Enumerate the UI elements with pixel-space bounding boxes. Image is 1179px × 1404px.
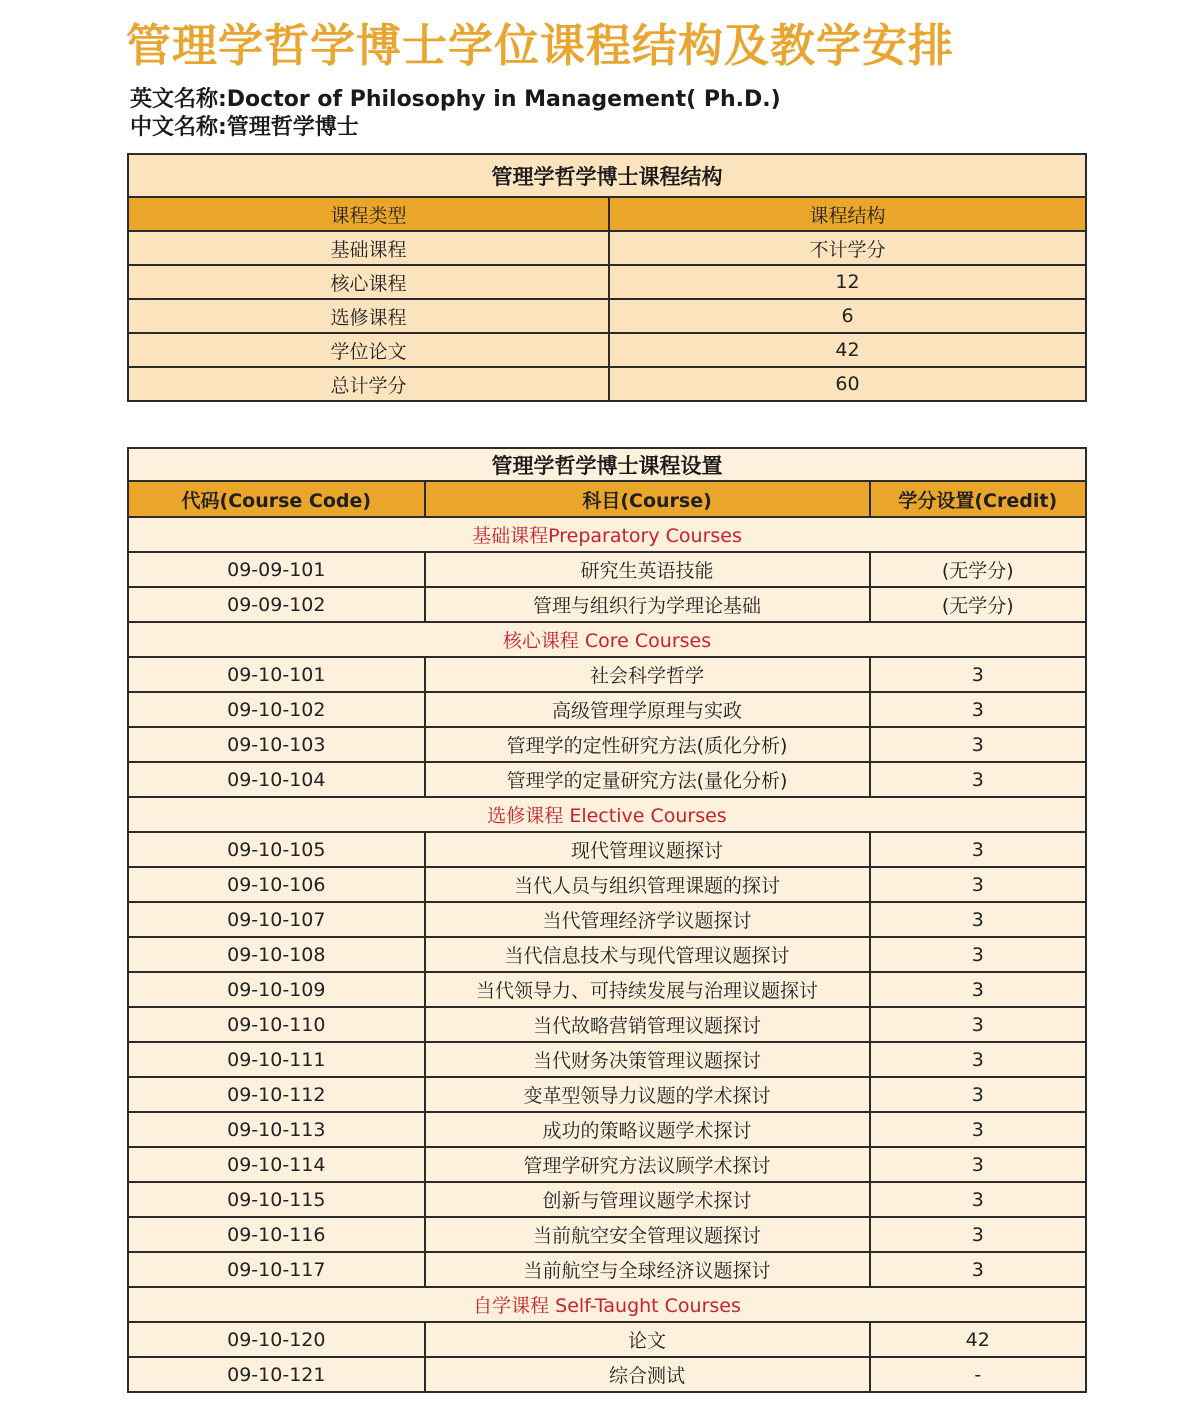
course-code-cell: 09-10-102 (128, 692, 425, 727)
course-name-cell: 高级管理学原理与实政 (425, 692, 870, 727)
course-name-cell: 综合测试 (425, 1357, 870, 1392)
course-name-cell: 当代领导力、可持续发展与治理议题探讨 (425, 972, 870, 1007)
course-structure-cell: 12 (609, 265, 1086, 299)
course-type-cell: 总计学分 (128, 367, 609, 401)
course-code-cell: 09-10-101 (128, 657, 425, 692)
table-row (128, 299, 1086, 333)
course-name-cell: 当前航空与全球经济议题探讨 (425, 1252, 870, 1287)
course-credit-cell: 3 (870, 972, 1086, 1007)
table-row (128, 937, 1086, 972)
course-credit-cell: (无学分) (870, 587, 1086, 622)
table-row (128, 832, 1086, 867)
course-name-cell: 研究生英语技能 (425, 552, 870, 587)
course-credit-cell: 3 (870, 1077, 1086, 1112)
section-title: 基础课程Preparatory Courses (128, 517, 1086, 552)
table-row (128, 1217, 1086, 1252)
course-name-cell: 变革型领导力议题的学术探讨 (425, 1077, 870, 1112)
course-name-cell: 管理学的定性研究方法(质化分析) (425, 727, 870, 762)
course-name-cell: 当代管理经济学议题探讨 (425, 902, 870, 937)
course-name-cell: 创新与管理议题学术探讨 (425, 1182, 870, 1217)
chinese-name: 中文名称:管理哲学博士 (130, 115, 359, 140)
course-name-cell: 当代信息技术与现代管理议题探讨 (425, 937, 870, 972)
course-type-cell: 学位论文 (128, 333, 609, 367)
course-credit-cell: 3 (870, 1147, 1086, 1182)
table-row (128, 727, 1086, 762)
course-table-caption: 管理学哲学博士课程设置 (128, 448, 1086, 481)
table-row (128, 657, 1086, 692)
course-type-cell: 选修课程 (128, 299, 609, 333)
course-credit-cell: 3 (870, 692, 1086, 727)
english-name: 英文名称:Doctor of Philosophy in Management( Ph.D.) (130, 87, 781, 112)
section-row (128, 1287, 1086, 1322)
course-structure-cell: 60 (609, 367, 1086, 401)
section-title: 选修课程 Elective Courses (128, 797, 1086, 832)
table-row (128, 762, 1086, 797)
course-code-cell: 09-10-104 (128, 762, 425, 797)
table-row (128, 1007, 1086, 1042)
course-name-cell: 当前航空安全管理议题探讨 (425, 1217, 870, 1252)
course-code-cell: 09-10-111 (128, 1042, 425, 1077)
course-code-cell: 09-10-109 (128, 972, 425, 1007)
course-code-cell: 09-10-120 (128, 1322, 425, 1357)
course-code-cell: 09-10-114 (128, 1147, 425, 1182)
table-row (128, 1112, 1086, 1147)
course-code-cell: 09-10-115 (128, 1182, 425, 1217)
table-row (128, 1077, 1086, 1112)
course-name-cell: 管理学的定量研究方法(量化分析) (425, 762, 870, 797)
course-credit-cell: 3 (870, 937, 1086, 972)
course-code-cell: 09-09-101 (128, 552, 425, 587)
course-credit-cell: 3 (870, 867, 1086, 902)
table-row (128, 1182, 1086, 1217)
course-name-cell: 当代人员与组织管理课题的探讨 (425, 867, 870, 902)
course-settings-table (127, 447, 1087, 1393)
course-name-cell: 社会科学哲学 (425, 657, 870, 692)
course-name-cell: 管理与组织行为学理论基础 (425, 587, 870, 622)
course-code-cell: 09-10-103 (128, 727, 425, 762)
course-credit-cell: 3 (870, 1217, 1086, 1252)
course-structure-table (127, 153, 1087, 402)
header-credit: 学分设置(Credit) (870, 481, 1086, 517)
course-code-cell: 09-10-106 (128, 867, 425, 902)
section-title: 核心课程 Core Courses (128, 622, 1086, 657)
course-code-cell: 09-10-117 (128, 1252, 425, 1287)
course-credit-cell: - (870, 1357, 1086, 1392)
course-name-cell: 现代管理议题探讨 (425, 832, 870, 867)
table-row (128, 1252, 1086, 1287)
course-type-cell: 基础课程 (128, 231, 609, 265)
course-credit-cell: 3 (870, 1252, 1086, 1287)
course-credit-cell: 3 (870, 1042, 1086, 1077)
section-row (128, 517, 1086, 552)
table-row (128, 1357, 1086, 1392)
structure-table-caption: 管理学哲学博士课程结构 (128, 154, 1086, 197)
table-row (128, 1147, 1086, 1182)
table-row (128, 265, 1086, 299)
page-title: 管理学哲学博士学位课程结构及教学安排 (126, 19, 955, 72)
table-row (128, 367, 1086, 401)
course-code-cell: 09-10-108 (128, 937, 425, 972)
course-code-cell: 09-10-107 (128, 902, 425, 937)
course-credit-cell: 3 (870, 1182, 1086, 1217)
course-name-cell: 当代故略营销管理议题探讨 (425, 1007, 870, 1042)
course-code-cell: 09-10-116 (128, 1217, 425, 1252)
course-credit-cell: 3 (870, 902, 1086, 937)
course-credit-cell: 42 (870, 1322, 1086, 1357)
course-name-cell: 论文 (425, 1322, 870, 1357)
course-code-cell: 09-09-102 (128, 587, 425, 622)
table-row (128, 231, 1086, 265)
course-code-cell: 09-10-113 (128, 1112, 425, 1147)
course-credit-cell: 3 (870, 832, 1086, 867)
section-row (128, 797, 1086, 832)
course-structure-cell: 6 (609, 299, 1086, 333)
section-title: 自学课程 Self-Taught Courses (128, 1287, 1086, 1322)
header-course-code: 代码(Course Code) (128, 481, 425, 517)
course-credit-cell: 3 (870, 1112, 1086, 1147)
course-code-cell: 09-10-112 (128, 1077, 425, 1112)
course-code-cell: 09-10-110 (128, 1007, 425, 1042)
course-code-cell: 09-10-121 (128, 1357, 425, 1392)
table-row (128, 902, 1086, 937)
course-type-cell: 核心课程 (128, 265, 609, 299)
course-name-cell: 管理学研究方法议顾学术探讨 (425, 1147, 870, 1182)
table-row (128, 1322, 1086, 1357)
header-course-structure: 课程结构 (609, 197, 1086, 231)
table-row (128, 1042, 1086, 1077)
table-row (128, 867, 1086, 902)
course-credit-cell: 3 (870, 1007, 1086, 1042)
table-row (128, 587, 1086, 622)
section-row (128, 622, 1086, 657)
course-credit-cell: 3 (870, 727, 1086, 762)
table-row (128, 972, 1086, 1007)
table-row (128, 333, 1086, 367)
header-course-name: 科目(Course) (425, 481, 870, 517)
course-credit-cell: 3 (870, 657, 1086, 692)
course-name-cell: 成功的策略议题学术探讨 (425, 1112, 870, 1147)
table-header-row (128, 481, 1086, 517)
course-code-cell: 09-10-105 (128, 832, 425, 867)
table-caption-row (128, 448, 1086, 481)
course-name-cell: 当代财务决策管理议题探讨 (425, 1042, 870, 1077)
course-structure-cell: 42 (609, 333, 1086, 367)
course-credit-cell: (无学分) (870, 552, 1086, 587)
table-header-row (128, 197, 1086, 231)
table-row (128, 692, 1086, 727)
course-credit-cell: 3 (870, 762, 1086, 797)
table-row (128, 552, 1086, 587)
table-caption-row (128, 154, 1086, 197)
course-structure-cell: 不计学分 (609, 231, 1086, 265)
header-course-type: 课程类型 (128, 197, 609, 231)
